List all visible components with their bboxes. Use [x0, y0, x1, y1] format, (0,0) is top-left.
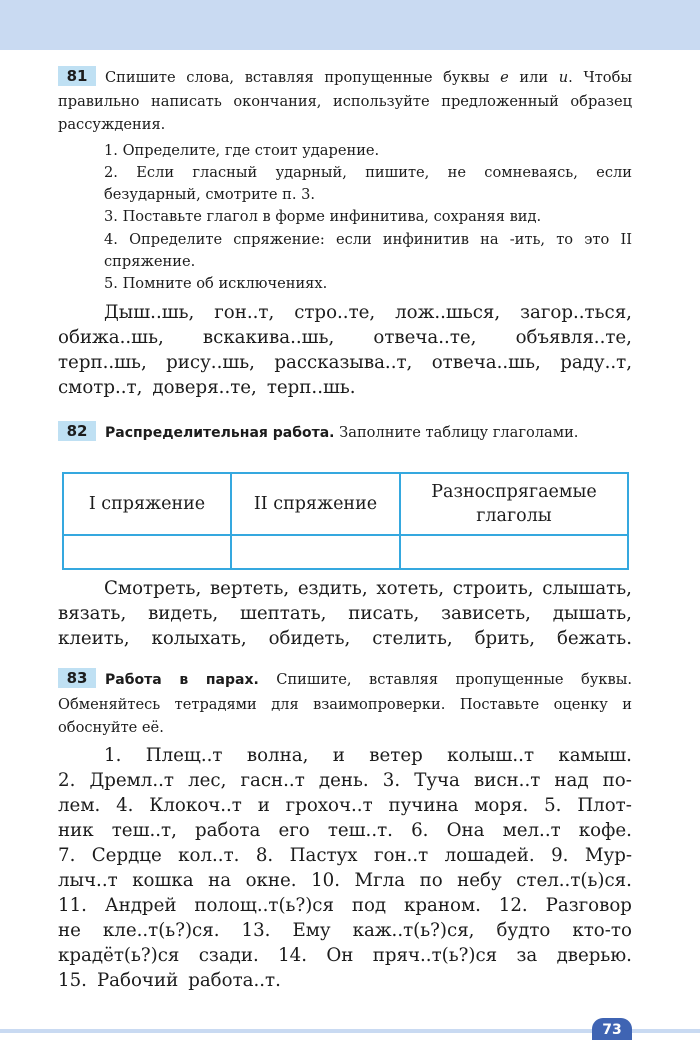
word-list-81 [58, 300, 632, 400]
sentence-line: лыч..т кошка на окне. 10. Мгла по небу стел..т(ь)ся. [58, 870, 632, 891]
letter-e: е [500, 69, 509, 86]
exercise-number: 83 [58, 668, 96, 688]
task-title: Распределительная работа. [105, 425, 335, 441]
word-line: обижа..шь, вскакива..шь, отвеча..те, объявля..те, [58, 326, 632, 348]
word-line: смотр..т, доверя..те, терп..шь. [58, 376, 356, 398]
exercise-81-instructions: 81 Спишите слова, вставляя пропущенные буквы е или и. Чтобы правильно написать окончания, используйте предложенный образец рассуждения. [58, 67, 632, 133]
word-list-82 [58, 576, 632, 651]
column-header-irregular: Разноспрягаемые глаголы [400, 473, 628, 535]
page-number: 73 [592, 1018, 632, 1040]
rules-list [58, 140, 632, 296]
word-line: Смотреть, вертеть, ездить, хотеть, строить, слышать, [104, 578, 632, 599]
sentence-line: 11. Андрей полощ..т(ь?)ся под краном. 12. Разговор [58, 895, 632, 916]
exercise-81 [58, 66, 632, 400]
table-cell[interactable] [400, 535, 628, 569]
column-header-i: I спряжение [63, 473, 231, 535]
rule-step: 5. Помните об исключениях. [104, 275, 328, 293]
sentence-line: крадёт(ь?)ся сзади. 14. Он пряч..т(ь?)ся за дверью. [58, 945, 632, 966]
word-line: клеить, колыхать, обидеть, стелить, брить, бежать. [58, 628, 632, 649]
sentence-line: 15. Рабочий работа..т. [58, 970, 281, 991]
rule-step: 1. Определите, где стоит ударение. [104, 141, 380, 159]
exercise-number: 82 [58, 421, 96, 441]
rule-step: 4. Определите спряжение: если инфинитив на -ить, то это II спряжение. [104, 230, 632, 270]
word-line: вязать, видеть, шептать, писать, зависеть, дышать, [58, 603, 632, 624]
word-line: Дыш..шь, гон..т, стро..те, лож..шься, загор..ться, [104, 301, 632, 323]
rule-step: 3. Поставьте глагол в форме инфинитива, сохраняя вид. [104, 208, 542, 226]
conjugation-table [62, 472, 629, 570]
sentence-line: не кле..т(ь?)ся. 13. Ему каж..т(ь?)ся, будто кто-то [58, 920, 632, 941]
table-cell[interactable] [231, 535, 400, 569]
exercise-82 [58, 421, 632, 446]
sentence-line: 1. Плещ..т волна, и ветер колыш..т камыш. [104, 745, 632, 766]
exercise-83 [58, 668, 632, 740]
sentences-83 [58, 743, 632, 993]
top-band [0, 0, 700, 50]
exercise-82-instructions: 82 Распределительная работа. Заполните таблицу глаголами. [58, 421, 632, 446]
word-line: терп..шь, рису..шь, рассказыва..т, отвеча..шь, раду..т, [58, 351, 632, 373]
sentence-line: ник теш..т, работа его теш..т. 6. Она мел..т кофе. [58, 820, 632, 841]
sentence-line: 2. Дремл..т лес, гасн..т день. 3. Туча висн..т над по- [58, 770, 632, 791]
task-title: Работа в парах. [105, 672, 259, 688]
column-header-ii: II спряжение [231, 473, 400, 535]
sentence-line: лем. 4. Клокоч..т и грохоч..т пучина моря. 5. Плот- [58, 795, 632, 816]
table-cell[interactable] [63, 535, 231, 569]
sentence-line: 7. Сердце кол..т. 8. Пастух гон..т лошадей. 9. Мур- [58, 845, 632, 866]
letter-i: и [558, 69, 569, 86]
exercise-number: 81 [58, 66, 96, 86]
rule-step: 2. Если гласный ударный, пишите, не сомневаясь, если безударный, смотрите п. 3. [104, 163, 632, 204]
exercise-83-instructions: 83 Работа в парах. Спишите, вставляя пропущенные буквы. Обменяйтесь тетрадями для взаимопроверки. Поставьте оценку и обоснуйте её. [58, 669, 632, 736]
